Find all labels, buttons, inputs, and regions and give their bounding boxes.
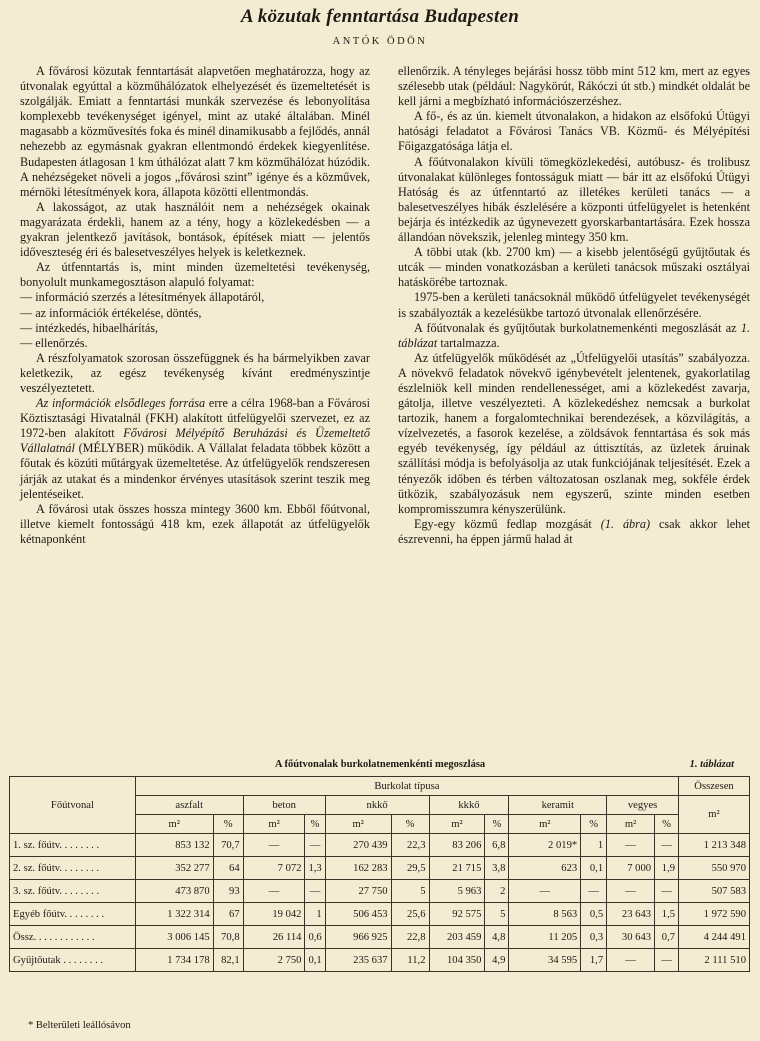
article-author: ANTÓK ÖDÖN: [332, 36, 428, 47]
area-cell: 104 350: [429, 949, 485, 972]
unit-header: %: [391, 815, 429, 834]
total-cell: 2 111 510: [679, 949, 750, 972]
area-cell: 966 925: [325, 926, 391, 949]
row-label: 3. sz. főútv. . . . . . . .: [10, 880, 136, 903]
percent-cell: 5: [391, 880, 429, 903]
area-cell: 2 750: [243, 949, 305, 972]
unit-header: m²: [429, 815, 485, 834]
paragraph: Az útfenntartás is, mint minden üzemeltetési tevékenység, bonyolult munkamegosztáson alapuló folyamat:: [20, 260, 370, 290]
percent-cell: 0,1: [581, 857, 607, 880]
paragraph: A többi utak (kb. 2700 km) — a kisebb jelentőségű gyűjtőutak és utcák — minden vonatkozásban a kerületi tanácsok műszaki osztályai hatáskörébe tartoznak.: [398, 245, 750, 290]
list-item: — információ szerzés a létesítmények állapotáról,: [20, 290, 265, 305]
area-cell: 92 575: [429, 903, 485, 926]
area-cell: 203 459: [429, 926, 485, 949]
area-cell: 19 042: [243, 903, 305, 926]
table-row: [10, 857, 750, 880]
percent-cell: 1,9: [655, 857, 679, 880]
table-row: [10, 949, 750, 972]
area-cell: 235 637: [325, 949, 391, 972]
area-cell: 27 750: [325, 880, 391, 903]
percent-cell: 4,8: [485, 926, 509, 949]
area-cell: 506 453: [325, 903, 391, 926]
percent-cell: —: [305, 834, 325, 857]
column-group-header: Burkolat típusa: [135, 777, 678, 796]
percent-cell: 5: [485, 903, 509, 926]
row-label: Gyűjtőutak . . . . . . . .: [10, 949, 136, 972]
paragraph: A fővárosi közutak fenntartását alapvetően meghatározza, hogy az útvonalak egyúttal a közműhálózatok elhelyezését és üzemeltetését is szolgálják. Emiatt a fenntartási munkák szervezése és lebonyolítása komplexebb tevékenységet igényel, mint az utaké általában. Minél magasabb a közművesítés foka és minél dinamikusabb a fejlődés, annál nehezebb az egymásnak gyakran ellentmondó érdekek kiegyenlítése. Budapesten átlagosan 1 km úthálózat alatt 7 km közműhálózat húzódik. A nehézségeket növeli a jogos „fővárosi szint” igénye és a közművek, mérnöki létesítmények kora, állapota közötti ellentmondás.: [20, 64, 370, 199]
area-cell: 21 715: [429, 857, 485, 880]
area-cell: 2 019*: [509, 834, 581, 857]
table-title: A főútvonalak burkolatnemenkénti megoszlása: [274, 759, 486, 770]
row-label: Össz. . . . . . . . . . . .: [10, 926, 136, 949]
row-label: Egyéb főútv. . . . . . . .: [10, 903, 136, 926]
percent-cell: 3,8: [485, 857, 509, 880]
area-cell: 352 277: [135, 857, 213, 880]
text-run: csak akkor lehet észrevenni, ha éppen jármű halad át: [398, 516, 750, 546]
percent-cell: 0,1: [305, 949, 325, 972]
paragraph: [398, 321, 750, 351]
percent-cell: 1,5: [655, 903, 679, 926]
area-cell: 1 734 178: [135, 949, 213, 972]
area-cell: —: [607, 880, 655, 903]
percent-cell: 0,7: [655, 926, 679, 949]
percent-cell: 1: [305, 903, 325, 926]
table-number: 1. táblázat: [689, 759, 734, 770]
column-header: keramit: [509, 796, 607, 815]
row-label: 2. sz. főútv. . . . . . . .: [10, 857, 136, 880]
paragraph: ellenőrzik. A tényleges bejárási hossz több mint 512 km, mert az egyes szélesebb utak (például: Nagykörút, Rákóczi út stb.) mindkét oldalát be kell járni a megbízható információszerzéshez.: [398, 64, 750, 109]
percent-cell: 70,7: [213, 834, 243, 857]
unit-header: m²: [135, 815, 213, 834]
percent-cell: 1,3: [305, 857, 325, 880]
area-cell: 1 322 314: [135, 903, 213, 926]
paragraph: A lakosságot, az utak használóit nem a nehézségek okainak magyarázata érdekli, hanem az a tény, hogy a közlekedésben — a gyakran jelentkező javítások, bontások, építések miatt — jelentős időveszteség éri és balesetveszélyes helyek is keletkeznek.: [20, 199, 370, 260]
percent-cell: —: [655, 949, 679, 972]
list-item: — intézkedés, hibaelhárítás,: [20, 320, 159, 335]
text-run: tartalmazza.: [437, 335, 500, 350]
percent-cell: 6,8: [485, 834, 509, 857]
percent-cell: 0,5: [581, 903, 607, 926]
table-row: [10, 903, 750, 926]
percent-cell: 4,9: [485, 949, 509, 972]
unit-header: m²: [243, 815, 305, 834]
row-label: 1. sz. főútv. . . . . . . .: [10, 834, 136, 857]
paragraph: A részfolyamatok szorosan összefüggnek és ha bármelyikben zavar keletkezik, az egész tevékenység kívánt eredményszintje veszélyeztetett.: [20, 350, 370, 395]
text-run: erre a célra 1968-ban a Fővárosi Köztisztasági Hivatalnál (FKH) alakított útfelügyelői szervezet, ez az 1972-ben alakított: [20, 396, 370, 441]
percent-cell: 29,5: [391, 857, 429, 880]
percent-cell: 22,3: [391, 834, 429, 857]
paragraph: Az útfelügyelők működését az „Útfelügyelői utasítás” szabályozza. A növekvő feladatok növekvő igénybevételt jelentenek, gyakorlatilag észlelniök kell minden rendellenességet, ami a közlekedést zavarja, gátolja, illetve veszélyezteti. A közlekedéshez nemcsak a burkolat tartozik, hanem a forgalomtechnikai berendezések, a közvilágítás, a vízelvezetés, a fasorok kezelése, a zöldsávok fenntartása és sok más egyéb tevékenység, így például az úttisztítás, az üzletek áruinak szállítási módja is befolyásolja az utak funkciójának teljesítését. Ezek a tényezők időben és térben változatosan oszlanak meg, sokféle érdek ütközik, szabályozásuk nem egyszerű, szinte minden esetben kompromisszumra kényszerülünk.: [398, 350, 750, 516]
percent-cell: 67: [213, 903, 243, 926]
area-cell: 162 283: [325, 857, 391, 880]
unit-header: m²: [679, 796, 750, 834]
area-cell: —: [607, 834, 655, 857]
table-row: [10, 834, 750, 857]
unit-header: %: [305, 815, 325, 834]
percent-cell: 25,6: [391, 903, 429, 926]
column-header: nkkő: [325, 796, 429, 815]
percent-cell: —: [655, 880, 679, 903]
paragraph: A fő-, és az ún. kiemelt útvonalakon, a hidakon az elsőfokú Útügyi hatósági feladatot a Fővárosi Tanács VB. Közmű- és Mélyépítési Főigazgatósága látja el.: [398, 109, 750, 154]
list-item: — az információk értékelése, döntés,: [20, 305, 202, 320]
column-header: beton: [243, 796, 325, 815]
area-cell: 853 132: [135, 834, 213, 857]
percent-cell: 93: [213, 880, 243, 903]
paragraph: A főútvonalakon kívüli tömegközlekedési, autóbusz- és trolibusz útvonalakat különleges fontosságuk miatt — bár itt az elsőfokú Útügyi Hatóság és az útfenntartó az illetékes kerületi tanács — a balesetveszélyes hibák észlelésére a központi útfelügyelet is hetenként bejárja és intézkedik az úgynevezett gyorskarbantartására. Ezek hossza állandóan növekszik, jelenleg mintegy 350 km.: [398, 154, 750, 245]
paragraph: 1975-ben a kerületi tanácsoknál működő útfelügyelet tevékenységét is szabályozták a kezelésükbe tartozó útvonalak ellenőrzésére.: [398, 290, 750, 320]
area-cell: 8 563: [509, 903, 581, 926]
area-cell: 623: [509, 857, 581, 880]
table-footnote: * Belterületi leállósávon: [28, 1020, 131, 1031]
percent-cell: 22,8: [391, 926, 429, 949]
total-cell: 4 244 491: [679, 926, 750, 949]
percent-cell: 70,8: [213, 926, 243, 949]
column-header: kkkő: [429, 796, 509, 815]
left-column: [20, 64, 370, 547]
total-cell: 1 972 590: [679, 903, 750, 926]
percent-cell: 82,1: [213, 949, 243, 972]
area-cell: 473 870: [135, 880, 213, 903]
total-cell: 1 213 348: [679, 834, 750, 857]
table-row: [10, 926, 750, 949]
unit-header: m²: [509, 815, 581, 834]
unit-header: %: [581, 815, 607, 834]
area-cell: 30 643: [607, 926, 655, 949]
area-cell: 7 072: [243, 857, 305, 880]
percent-cell: 0,6: [305, 926, 325, 949]
area-cell: 34 595: [509, 949, 581, 972]
emphasis: (1. ábra): [600, 516, 651, 531]
total-cell: 507 583: [679, 880, 750, 903]
data-table: [9, 776, 750, 972]
unit-header: %: [485, 815, 509, 834]
percent-cell: —: [581, 880, 607, 903]
unit-header: %: [213, 815, 243, 834]
right-column: [398, 64, 750, 547]
unit-header: %: [655, 815, 679, 834]
area-cell: —: [243, 880, 305, 903]
paragraph: A fővárosi utak összes hossza mintegy 3600 km. Ebből főútvonal, illetve kiemelt fontosságú 418 km, ezek állapotát az útfelügyelők kétnaponként: [20, 501, 370, 546]
text-run: A főútvonalak és gyűjtőutak burkolatnemenkénti megoszlását az: [414, 320, 741, 335]
percent-cell: 2: [485, 880, 509, 903]
text-run: (MÉLYBER) működik. A Vállalat feladata többek között a főutak és közúti műtárgyak üzemeltetése. Az útfelügyelők rendszeresen járják az utakat és a mindenkor érvényes utasítások szerint teszik meg jelentéseiket.: [20, 441, 370, 501]
percent-cell: 11,2: [391, 949, 429, 972]
area-cell: 26 114: [243, 926, 305, 949]
area-cell: —: [243, 834, 305, 857]
text-run: Egy-egy közmű fedlap mozgását: [414, 516, 601, 531]
unit-header: m²: [325, 815, 391, 834]
area-cell: 270 439: [325, 834, 391, 857]
area-cell: 3 006 145: [135, 926, 213, 949]
emphasis: 1. táblázat: [398, 320, 750, 350]
percent-cell: —: [655, 834, 679, 857]
emphasis: Az információk elsődleges forrása: [36, 396, 206, 411]
column-header: Főútvonal: [10, 777, 136, 834]
emphasis: Fővárosi Mélyépítő Beruházási és Üzemeltető Vállalatnál: [20, 426, 370, 456]
area-cell: 11 205: [509, 926, 581, 949]
area-cell: 5 963: [429, 880, 485, 903]
percent-cell: 0,3: [581, 926, 607, 949]
article-title: A közutak fenntartása Budapesten: [240, 6, 520, 27]
area-cell: —: [509, 880, 581, 903]
total-cell: 550 970: [679, 857, 750, 880]
percent-cell: 1,7: [581, 949, 607, 972]
unit-header: m²: [607, 815, 655, 834]
paragraph: [20, 396, 370, 502]
percent-cell: —: [305, 880, 325, 903]
percent-cell: 64: [213, 857, 243, 880]
area-cell: 23 643: [607, 903, 655, 926]
area-cell: —: [607, 949, 655, 972]
column-header: aszfalt: [135, 796, 243, 815]
column-header: Összesen: [679, 777, 750, 796]
table-row: [10, 880, 750, 903]
area-cell: 7 000: [607, 857, 655, 880]
column-header: vegyes: [607, 796, 679, 815]
area-cell: 83 206: [429, 834, 485, 857]
percent-cell: 1: [581, 834, 607, 857]
list-item: — ellenőrzés.: [20, 335, 88, 350]
paragraph: [398, 517, 750, 547]
